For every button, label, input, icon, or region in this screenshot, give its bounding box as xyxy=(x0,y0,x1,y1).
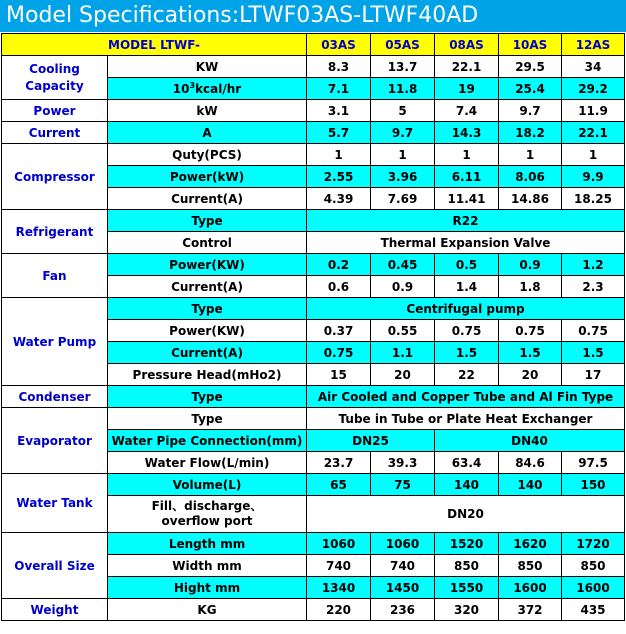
cell-value: 84.6 xyxy=(499,452,562,474)
cell-value: 9.9 xyxy=(562,166,625,188)
water-tank-label: Water Tank xyxy=(2,474,108,533)
table-row xyxy=(2,100,625,122)
cell-value: 18.25 xyxy=(562,188,625,210)
row-label: Type xyxy=(108,210,307,232)
cell-value: 740 xyxy=(371,555,435,577)
row-label: Current(A) xyxy=(108,276,307,298)
cell-value: 1 xyxy=(435,144,499,166)
cell-value: 8.3 xyxy=(307,56,371,78)
cell-value: 20 xyxy=(371,364,435,386)
cell-value: 0.75 xyxy=(435,320,499,342)
row-label: Power(KW) xyxy=(108,254,307,276)
cell-value: 14.86 xyxy=(499,188,562,210)
row-label: Power(kW) xyxy=(108,166,307,188)
cell-value: 65 xyxy=(307,474,371,496)
table-row xyxy=(2,474,625,496)
evaporator-label: Evaporator xyxy=(2,408,108,474)
cell-value: 1600 xyxy=(499,577,562,599)
table-row xyxy=(2,56,625,78)
cell-value: 22.1 xyxy=(562,122,625,144)
cell-value: 3.1 xyxy=(307,100,371,122)
row-label: Current(A) xyxy=(108,188,307,210)
cell-value: Centrifugal pump xyxy=(307,298,625,320)
cell-value: 29.2 xyxy=(562,78,625,100)
cell-value: 39.3 xyxy=(371,452,435,474)
cell-value: 0.75 xyxy=(499,320,562,342)
cell-value: 6.11 xyxy=(435,166,499,188)
cell-value: 1.5 xyxy=(435,342,499,364)
table-row xyxy=(2,408,625,430)
spec-table xyxy=(1,33,625,621)
cell-value: 97.5 xyxy=(562,452,625,474)
table-row xyxy=(2,533,625,555)
model-name: 10AS xyxy=(499,34,562,56)
table-row xyxy=(2,298,625,320)
table-row xyxy=(2,386,625,408)
cell-value: 1600 xyxy=(562,577,625,599)
page-title: Model Specifications:LTWF03AS-LTWF40AD xyxy=(0,0,626,32)
cell-value: 150 xyxy=(562,474,625,496)
cell-value: 1620 xyxy=(499,533,562,555)
cell-value: 1450 xyxy=(371,577,435,599)
cell-value: 1.2 xyxy=(562,254,625,276)
row-label: Water Flow(L/min) xyxy=(108,452,307,474)
cell-value: 320 xyxy=(435,599,499,621)
cell-value: DN25 xyxy=(307,430,435,452)
cell-value: 7.4 xyxy=(435,100,499,122)
cell-value: 7.69 xyxy=(371,188,435,210)
row-label: Type xyxy=(108,386,307,408)
cell-value: 1520 xyxy=(435,533,499,555)
overall-size-label: Overall Size xyxy=(2,533,108,599)
row-label: Type xyxy=(108,298,307,320)
row-label: Length mm xyxy=(108,533,307,555)
row-label: KW xyxy=(108,56,307,78)
row-label: Width mm xyxy=(108,555,307,577)
cell-value: 9.7 xyxy=(371,122,435,144)
cell-value: 1 xyxy=(562,144,625,166)
cell-value: DN20 xyxy=(307,496,625,533)
cell-value: 740 xyxy=(307,555,371,577)
cell-value: 0.2 xyxy=(307,254,371,276)
cell-value: 1060 xyxy=(307,533,371,555)
cell-value: 140 xyxy=(435,474,499,496)
cell-value: 372 xyxy=(499,599,562,621)
cell-value: Tube in Tube or Plate Heat Exchanger xyxy=(307,408,625,430)
cell-value: 0.37 xyxy=(307,320,371,342)
cell-value: 8.06 xyxy=(499,166,562,188)
cell-value: 25.4 xyxy=(499,78,562,100)
cell-value: 1550 xyxy=(435,577,499,599)
power-label: Power xyxy=(2,100,108,122)
compressor-label: Compressor xyxy=(2,144,108,210)
cell-value: 220 xyxy=(307,599,371,621)
row-label: Control xyxy=(108,232,307,254)
row-label: Type xyxy=(108,408,307,430)
cell-value: 0.6 xyxy=(307,276,371,298)
cell-value: 1720 xyxy=(562,533,625,555)
cell-value: 1.8 xyxy=(499,276,562,298)
cell-value: 435 xyxy=(562,599,625,621)
cell-value: 29.5 xyxy=(499,56,562,78)
cell-value: 5.7 xyxy=(307,122,371,144)
row-label: kW xyxy=(108,100,307,122)
cell-value: 11.41 xyxy=(435,188,499,210)
cell-value: 1 xyxy=(307,144,371,166)
model-name: 12AS xyxy=(562,34,625,56)
row-label: KG xyxy=(108,599,307,621)
row-label: Power(KW) xyxy=(108,320,307,342)
cell-value: 11.8 xyxy=(371,78,435,100)
cell-value: 1 xyxy=(371,144,435,166)
cell-value: 850 xyxy=(499,555,562,577)
cell-value: 2.3 xyxy=(562,276,625,298)
condenser-label: Condenser xyxy=(2,386,108,408)
model-name: 03AS xyxy=(307,34,371,56)
cell-value: 19 xyxy=(435,78,499,100)
cell-value: 1340 xyxy=(307,577,371,599)
row-label: $10^3kcal/hr$ xyxy=(108,78,307,100)
cell-value: 1.5 xyxy=(562,342,625,364)
row-label: Fill、discharge、 overflow port xyxy=(108,496,307,533)
row-label: A xyxy=(108,122,307,144)
cell-value: 0.9 xyxy=(371,276,435,298)
cell-value: 2.55 xyxy=(307,166,371,188)
table-row xyxy=(2,144,625,166)
cell-value: 0.9 xyxy=(499,254,562,276)
cell-value: 140 xyxy=(499,474,562,496)
cell-value: 1060 xyxy=(371,533,435,555)
cell-value: 7.1 xyxy=(307,78,371,100)
cell-value: Thermal Expansion Valve xyxy=(307,232,625,254)
row-label: Quty(PCS) xyxy=(108,144,307,166)
cell-value: 1.4 xyxy=(435,276,499,298)
cell-value: 18.2 xyxy=(499,122,562,144)
row-label: Current(A) xyxy=(108,342,307,364)
row-label: Pressure Head(mHo2) xyxy=(108,364,307,386)
cell-value: 1.1 xyxy=(371,342,435,364)
cell-value: 4.39 xyxy=(307,188,371,210)
cell-value: 63.4 xyxy=(435,452,499,474)
cell-value: 34 xyxy=(562,56,625,78)
refrigerant-label: Refrigerant xyxy=(2,210,108,254)
cell-value: 14.3 xyxy=(435,122,499,144)
cell-value: 0.45 xyxy=(371,254,435,276)
row-label: Water Pipe Connection(mm) xyxy=(108,430,307,452)
cell-value: 11.9 xyxy=(562,100,625,122)
cell-value: 15 xyxy=(307,364,371,386)
cell-value: 1.5 xyxy=(499,342,562,364)
cell-value: 0.55 xyxy=(371,320,435,342)
cell-value: 236 xyxy=(371,599,435,621)
cell-value: 20 xyxy=(499,364,562,386)
row-label: Hight mm xyxy=(108,577,307,599)
cell-value: 75 xyxy=(371,474,435,496)
cell-value: 850 xyxy=(435,555,499,577)
cell-value: 22.1 xyxy=(435,56,499,78)
table-row xyxy=(2,254,625,276)
table-row xyxy=(2,210,625,232)
cell-value: 5 xyxy=(371,100,435,122)
header-row xyxy=(2,34,625,56)
cell-value: 13.7 xyxy=(371,56,435,78)
cell-value: Air Cooled and Copper Tube and Al Fin Type xyxy=(307,386,625,408)
water-pump-label: Water Pump xyxy=(2,298,108,386)
cell-value: 17 xyxy=(562,364,625,386)
weight-label: Weight xyxy=(2,599,108,621)
cell-value: 23.7 xyxy=(307,452,371,474)
row-label: Volume(L) xyxy=(108,474,307,496)
cell-value: 0.5 xyxy=(435,254,499,276)
fan-label: Fan xyxy=(2,254,108,298)
cell-value: 0.75 xyxy=(562,320,625,342)
cell-value: DN40 xyxy=(435,430,625,452)
current-label: Current xyxy=(2,122,108,144)
cell-value: 850 xyxy=(562,555,625,577)
cooling-capacity-label: Cooling Capacity xyxy=(2,56,108,100)
cell-value: R22 xyxy=(307,210,625,232)
cell-value: 9.7 xyxy=(499,100,562,122)
model-name: 08AS xyxy=(435,34,499,56)
cell-value: 0.75 xyxy=(307,342,371,364)
model-name: 05AS xyxy=(371,34,435,56)
cell-value: 1 xyxy=(499,144,562,166)
table-row xyxy=(2,122,625,144)
table-row xyxy=(2,599,625,621)
cell-value: 22 xyxy=(435,364,499,386)
cell-value: 3.96 xyxy=(371,166,435,188)
model-label: MODEL LTWF- xyxy=(2,34,307,56)
